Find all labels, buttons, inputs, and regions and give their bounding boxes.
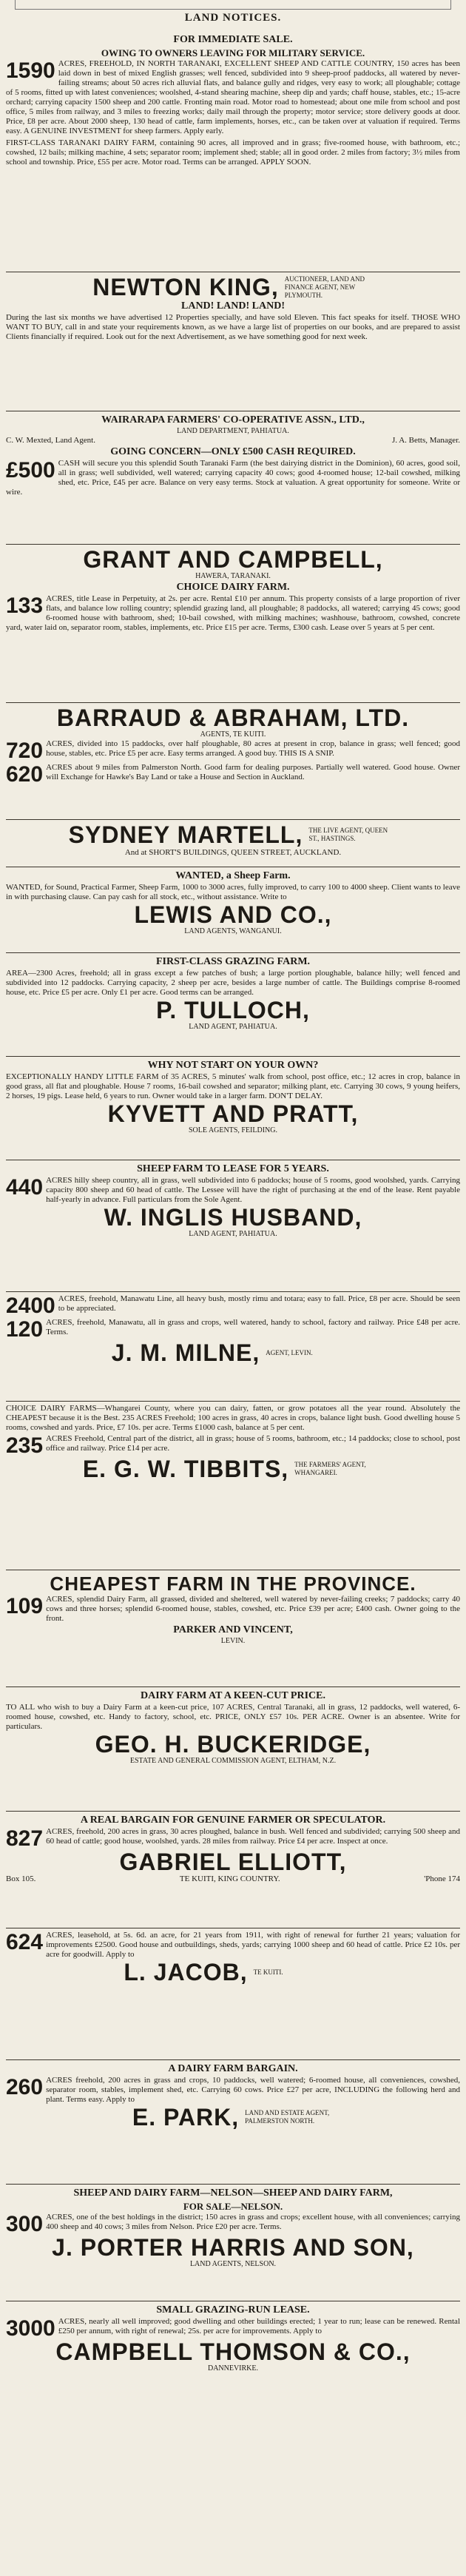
top-frame (15, 0, 451, 10)
ad-lead-text: ACRES, title Lease in Perpetuity, at 2s. per acre. Rental £10 per annum. This property consists of a large proportion of river flats, and balance low rolling country; splendid grazing land, all ploughable; 8 paddocks, all watered; carrying 45 cows; good 6-roomed house with bathroom, shed; 10-bail cowshed, with milking machines; washhouse, bathroom, cowshed, concrete yard, water laid on, separator room, stables, implements, etc. Price £15 per acre. Terms, £300 cash. Lease over 5 years at 5 per cent. (6, 594, 460, 632)
ad-agent-left: C. W. Mexted, Land Agent. (6, 436, 95, 445)
ad-brand-sub: SOLE AGENTS, FEILDING. (189, 1126, 277, 1134)
ad-subtitle: OWING TO OWNERS LEAVING FOR MILITARY SERVICE. (101, 47, 365, 58)
ad-title: SMALL GRAZING-RUN LEASE. (156, 2304, 310, 2316)
ad-acre-number-2: 620 (6, 763, 44, 785)
ad-lead-text: ACRES, splendid Dairy Farm, all grassed, divided and sheltered, well watered by never-failing creeks; 7 paddocks; carry 40 cows and three horses; splendid 6-roomed house, stables, cowshed, etc. Price £39 per acre; £400 cash. Owner going to the front. (46, 1595, 460, 1623)
footer-space (0, 2401, 466, 2409)
ad-brand-row (6, 275, 460, 300)
ad-title: A DAIRY FARM BARGAIN. (168, 2063, 298, 2074)
ad-agents (6, 436, 460, 445)
ad-lead-text: ACRES freehold, 200 acres in grass and crops, 10 paddocks, well watered; 6-roomed house, all conveniences, cowshed, separator room, stables, implement shed, etc. Carrying 60 cows. Price £27 per acre, INCLUDING the following herd and plant. Terms easy. Apply to (46, 2076, 460, 2104)
ad-brand-sub: LAND AGENT, PAHIATUA. (189, 1230, 277, 1238)
ad-lead-text: ACRES hilly sheep country, all in grass, well subdivided into 6 paddocks; house of 5 rooms, good woolshed, yards. Carrying capacity 800 sheep and 60 head of cattle. The Lessee will have the right of purchasing at the end of the lease. Rent payable half-yearly in advance. Full particulars from the Sole Agent. (46, 1176, 460, 1204)
ad-acre-number: 235 (6, 1434, 44, 1456)
ad-brand: L. JACOB, (124, 1960, 248, 1985)
ad-title: FOR IMMEDIATE SALE. (173, 34, 293, 45)
ad-phone: 'Phone 174 (424, 1874, 460, 1883)
ad-brand: GABRIEL ELLIOTT, (119, 1849, 347, 1874)
ad-parker (6, 1570, 460, 1686)
ad-body: AREA—2300 Acres, freehold; all in grass except a few patches of bush; a large portion ploughable, balance hilly; well fenced and subdivided into 12 paddocks. Carrying capacity, 2 sheep per acre, besides a large number of cattle. The Buildings comprise 8-roomed house, etc. Price £5 per acre. Only £1 per acre. Good terms can be arranged. (6, 969, 460, 997)
ad-title: SHEEP AND DAIRY FARM—NELSON—SHEEP AND DAIRY FARM, (73, 2187, 393, 2199)
ad-grant-campbell (6, 544, 460, 702)
ad-tibbits (6, 1401, 460, 1570)
ad-brand: E. PARK, (132, 2105, 240, 2130)
ad-body: CHOICE DAIRY FARMS—Whangarei County, where you can dairy, fatten, or grow potatoes all the year round. Absolutely the CHEAPEST because it is the Best. 235 ACRES Freehold; 100 acres in grass, 40 acres in crops, balance light bush. Good dwelling house 5 rooms, cowshed and yards. Price, £7 10s. per acre. Terms £1000 cash, balance at 5 per cent. (6, 1404, 460, 1432)
ad-brand-sub: THE LIVE AGENT, QUEEN ST., HASTINGS. (308, 827, 388, 842)
ad-wairarapa (6, 411, 460, 544)
ad-lead-2 (6, 763, 460, 785)
ad-brand-sub: AGENTS, TE KUITI. (200, 730, 266, 739)
ad-brand-row (6, 1456, 460, 1482)
ad-lead (6, 1434, 460, 1456)
ad-lead (6, 1827, 460, 1849)
ad-title: FIRST-CLASS GRAZING FARM. (155, 956, 311, 967)
ad-sydney-martell (6, 819, 460, 867)
ad-title: WANTED, a Sheep Farm. (175, 870, 291, 881)
ad-lead-text: ACRES Freehold, Central part of the district, all in grass; house of 5 rooms, bathroom, etc.; 14 paddocks; close to school, post office and railway. Price £14 per acre. (46, 1434, 460, 1453)
ad-title: CHEAPEST FARM IN THE PROVINCE. (50, 1573, 416, 1595)
ad-acre-number: 109 (6, 1595, 44, 1618)
ad-acre-number: 2400 (6, 1294, 55, 1316)
ad-jacob (6, 1928, 460, 2059)
ad-lead-text: ACRES, nearly all well improved; good dwelling and other buildings erected; 1 year to run; lease can be renewed. Rental £250 per annum, with right of renewal; 25s. per acre for improvements. Apply to (58, 2317, 460, 2335)
ad-lewis (6, 867, 460, 952)
ad-lead (6, 739, 460, 761)
ad-brand-sub: TE KUITI, KING COUNTRY. (179, 1874, 280, 1883)
ad-buckeridge (6, 1686, 460, 1811)
ad-brand-sub: AUCTIONEER, LAND AND FINANCE AGENT, NEW PLYMOUTH. (284, 275, 365, 299)
ad-brand: W. INGLIS HUSBAND, (104, 1205, 362, 1230)
ad-lead-text: ACRES, leasehold, at 5s. 6d. an acre, for 21 years from 1911, with right of renewal for further 21 years; valuation for improvements £2500. Good house and outbuildings, sheds, yards; carrying 1000 sheep and 60 head of cattle. Price £2 10s. per acre for goodwill. Apply to (46, 1931, 460, 1959)
ad-acre-number: 1590 (6, 59, 55, 83)
ad-tulloch (6, 952, 460, 1056)
ad-body: TO ALL who wish to buy a Dairy Farm at a keen-cut price, 107 ACRES, Central Taranaki, all in grass, 12 paddocks, well watered, 6-roomed house, cowshed, etc. Handy to factory, school, etc. PRICE, ONLY £57 10s. PER ACRE. Owner is an absentee. Write for particulars. (6, 1703, 460, 1731)
ad-title: LAND! LAND! LAND! (181, 300, 285, 312)
ad-brand-row (6, 2105, 460, 2130)
ad-brand-sub: AGENT, LEVIN. (266, 1348, 313, 1356)
ad-brand: WAIRARAPA FARMERS' CO-OPERATIVE ASSN., LTD., (101, 414, 365, 426)
ad-acre-number: 300 (6, 2213, 44, 2235)
ad-milne (6, 1291, 460, 1401)
ad-lead (6, 594, 460, 633)
ad-brand-sub: LAND AGENTS, WANGANUI. (184, 927, 282, 935)
ad-brand-sub: HAWERA, TARANAKI. (195, 572, 271, 580)
ad-brand-sub: LAND AND ESTATE AGENT, PALMERSTON NORTH. (245, 2109, 330, 2125)
ad-acre-number: 133 (6, 594, 44, 618)
ad-brand-row (6, 822, 460, 847)
ad-kyvett-pratt (6, 1056, 460, 1160)
ad-brand: J. PORTER HARRIS AND SON, (52, 2235, 414, 2260)
ad-elliott (6, 1811, 460, 1928)
ad-lead-text: ACRES, one of the best holdings in the district; 150 acres in grass and crops; excellent house, with all conveniences; carrying 400 sheep and 40 cows; 3 miles from Nelson. Price £20 per acre. Terms. (46, 2213, 460, 2231)
ad-lead (6, 459, 460, 497)
ad-campbell-thomson (6, 2301, 460, 2401)
ad-body: WANTED, for Sound, Practical Farmer, Sheep Farm, 1000 to 3000 acres, fully improved, to carry 100 to 4000 sheep. Client wants to leave in with purchasing clause. Can pay cash for all stock, etc., without assistance. Write to (6, 883, 460, 901)
ad-lead-2 (6, 1318, 460, 1340)
ad-lead-text-2: ACRES about 9 miles from Palmerston North. Good farm for dealing purposes. Partially well watered. Good house. Owner will Exchange for Hawke's Bay Land or take a House and Section in Auckland. (46, 763, 460, 781)
ad-brand-sub: LEVIN. (220, 1637, 246, 1645)
ad-acre-number: 624 (6, 1931, 44, 1954)
ad-brand-row (6, 1340, 460, 1365)
ad-title: DAIRY FARM AT A KEEN-CUT PRICE. (141, 1690, 325, 1701)
ad-lead (6, 1176, 460, 1205)
ad-lead-text: ACRES, divided into 15 paddocks, over half ploughable, 80 acres at present in crop, balance in grass; well fenced; good house, stables, etc. Price £5 per acre. Easy terms arranged. A good buy. THIS IS A SNIP. (46, 739, 460, 758)
ad-brand: KYVETT AND PRATT, (107, 1101, 359, 1126)
ad-title: CHOICE DAIRY FARM. (176, 582, 290, 593)
ad-brand: P. TULLOCH, (156, 998, 310, 1023)
ad-body: During the last six months we have advertised 12 Properties specially, and have sold Eleven. This fact speaks for itself. THOSE WHO WANT TO BUY, call in and state your requirements known, as we have a large list of properties on our books, and are prepared to assist Clients financially if required. Look out for the next Advertisement, as we have something good for next week. (6, 313, 460, 341)
ad-lead (6, 1931, 460, 1960)
ad-brand-sub: TE KUITI. (253, 1968, 283, 1976)
ad-body: FIRST-CLASS TARANAKI DAIRY FARM, containing 90 acres, all improved and in grass; five-roomed house, with bathroom, etc.; cowshed, 12 bails; milking machine, 4 sets; separator room; implement shed; stable; all in good order. 2 miles from factory; 3½ miles from school and township. Price, £55 per acre. Motor road. Terms can be arranged. APPLY SOON. (6, 138, 460, 167)
ad-lead-text: ACRES, freehold, 200 acres in grass, 30 acres ploughed, balance in bush. Well fenced and subdivided; carrying 500 sheep and 60 head of cattle; good house, woolshed, yards. 28 miles from railway. Price £4 per acre. Inspect at once. (46, 1827, 460, 1846)
ad-brand-row (6, 1960, 460, 1985)
ad-lead (6, 1595, 460, 1624)
ad-military-sale (6, 31, 460, 272)
ad-lead-text: ACRES, FREEHOLD, IN NORTH TARANAKI, EXCELLENT SHEEP AND CATTLE COUNTRY, 150 acres has been laid down in best of mixed English grasses; well fenced, subdivided into 9 sheep-proof paddocks, all watered by never-failing streams; about 50 acres rich alluvial flats, and balance gully and ridges, very easy to work; all ploughable; cottage of 5 rooms, fitted up with latest conveniences; woolshed, 4-stand shearing machine, sheep dip and yards; chaff house, stables, etc.; 15-acre orchard; carrying capacity 1500 sheep and 200 cattle. Fronting main road. Motor road to homestead; about one mile from school and post office, 5 miles from railway, and 3 miles to freezing works; daily mail through the property; motor service; store delivery goods at door. Price, £8 per acre. About 2000 sheep, 130 head of cattle, farm implements, horses, etc., can be taken over at valuation if required. Terms easy. A GENUINE INVESTMENT for sheep farmers. Apply early. (6, 59, 460, 135)
ad-brand-sub: THE FARMERS' AGENT, WHANGAREI. (294, 1461, 366, 1476)
ad-body: EXCEPTIONALLY HANDY LITTLE FARM of 35 ACRES, 5 minutes' walk from school, post office, etc.; 12 acres in crop, balance in good grass, all flat and ploughable. House 7 rooms, 16-bail cowshed and separator; milking plant, etc. Carrying 30 cows, 9 young heifers, 2 horses, 19 pigs. Lease held, 6 years to run. Owner would take in a larger farm. DON'T DELAY. (6, 1072, 460, 1100)
ad-acre-number: 440 (6, 1176, 44, 1200)
ad-brand: PARKER AND VINCENT, (173, 1624, 293, 1635)
ad-brand: E. G. W. TIBBITS, (82, 1456, 289, 1482)
ad-brand: J. M. MILNE, (111, 1340, 260, 1365)
ad-brand-sub: LAND AGENTS, NELSON. (189, 2260, 277, 2268)
ad-sign: And at SHORT'S BUILDINGS, QUEEN STREET, AUCKLAND. (124, 848, 342, 857)
ad-barraud (6, 702, 460, 819)
ad-agent-right: J. A. Betts, Manager. (392, 436, 460, 445)
ad-lead-text: ACRES, freehold, Manawatu Line, all heavy bush, mostly rimu and totara; easy to fall. Price, £8 per acre. Should be seen to be appreciated. (58, 1294, 460, 1313)
ad-acre-number: 260 (6, 2076, 44, 2099)
ad-harris (6, 2184, 460, 2301)
ad-lead (6, 2317, 460, 2339)
ad-acre-number: 720 (6, 739, 44, 761)
ad-lead (6, 2213, 460, 2235)
ad-brand: NEWTON KING, (92, 275, 279, 300)
ad-brand: CAMPBELL THOMSON & CO., (55, 2339, 411, 2364)
ad-lead (6, 2076, 460, 2105)
ad-title: SHEEP FARM TO LEASE FOR 5 YEARS. (137, 1163, 329, 1174)
ad-lead-text-2: ACRES, freehold, Manawatu, all in grass and crops, well watered, handy to school, factory and railway. Price £48 per acre. Terms. (46, 1318, 460, 1336)
ad-brand-sub: DANNEVIRKE. (207, 2364, 259, 2372)
ad-lead-text: CASH will secure you this splendid South Taranaki Farm (the best dairying district in the Dominion), 60 acres, good soil, all in grass; well subdivided, well watered; carrying capacity 40 cows; good 4-roomed house; 12-bail cowshed, milking shed, etc. Price, £45 per acre. Balance on very easy terms. Stock at valuation. A great opportunity for someone. Write or wire. (6, 459, 460, 497)
page-header: LAND NOTICES. (184, 12, 282, 24)
ad-acre-number: 827 (6, 1827, 44, 1849)
ad-brand: GEO. H. BUCKERIDGE, (95, 1732, 371, 1757)
ad-title: WHY NOT START ON YOUR OWN? (147, 1060, 319, 1071)
ad-newton-king (6, 272, 460, 411)
ad-brand-sub: ESTATE AND GENERAL COMMISSION AGENT, ELTHAM, N.Z. (129, 1757, 337, 1765)
ad-park (6, 2059, 460, 2184)
ad-brand: SYDNEY MARTELL, (68, 822, 303, 847)
ad-acre-number: 3000 (6, 2317, 55, 2339)
ad-brand-sub: LAND DEPARTMENT, PAHIATUA. (177, 427, 289, 435)
ad-contacts (6, 1874, 460, 1884)
ad-title: A REAL BARGAIN FOR GENUINE FARMER OR SPECULATOR. (80, 1815, 386, 1826)
ad-inglis (6, 1160, 460, 1291)
ad-brand-sub: LAND AGENT, PAHIATUA. (189, 1023, 277, 1031)
ad-brand: BARRAUD & ABRAHAM, LTD. (56, 705, 410, 730)
ad-lead (6, 1294, 460, 1316)
ad-title: GOING CONCERN—ONLY £500 CASH REQUIRED. (110, 446, 356, 457)
ad-brand: GRANT AND CAMPBELL, (83, 547, 383, 572)
ad-brand: LEWIS AND CO., (134, 902, 332, 927)
ad-price: £500 (6, 459, 55, 482)
ad-lead (6, 59, 460, 136)
ad-subtitle: FOR SALE—NELSON. (183, 2201, 283, 2212)
ad-acre-number-2: 120 (6, 1318, 44, 1340)
ad-box: Box 105. (6, 1874, 36, 1883)
